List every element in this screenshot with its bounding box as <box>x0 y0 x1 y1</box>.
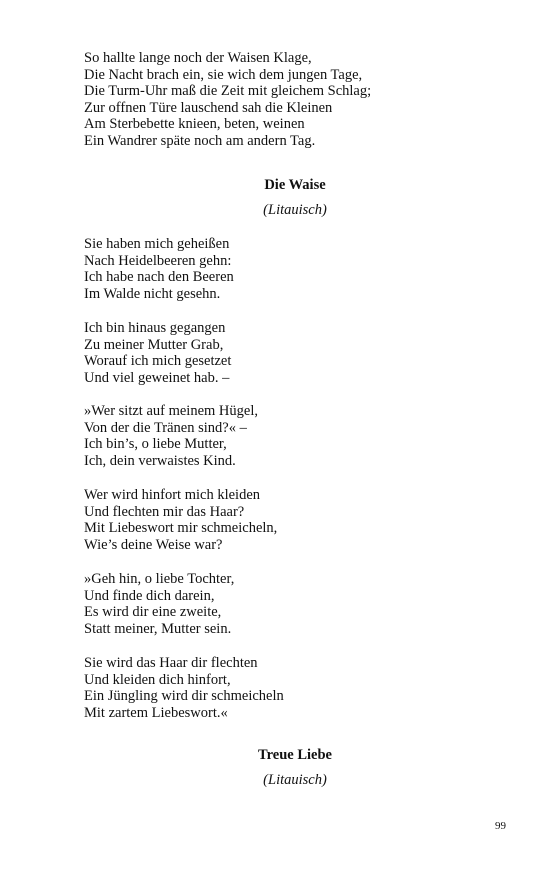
poem-line: Sie wird das Haar dir flechten <box>84 655 258 671</box>
stanza <box>84 320 231 386</box>
stanza <box>84 571 234 637</box>
poem-line: Ich habe nach den Beeren <box>84 269 234 286</box>
poem-line: Ich, dein verwaistes Kind. <box>84 452 236 469</box>
poem-line: Statt meiner, Mutter sein. <box>84 620 232 637</box>
poem-line: Wer wird hinfort mich kleiden <box>84 487 261 503</box>
poem-line: Und finde dich darein, <box>84 587 215 604</box>
poem-line: Ich bin’s, o liebe Mutter, <box>84 436 227 453</box>
poem-line: »Geh hin, o liebe Tochter, <box>84 571 235 587</box>
poem-line: Zu meiner Mutter Grab, <box>84 336 224 353</box>
poem-line: Mit Liebeswort mir schmeicheln, <box>84 520 278 537</box>
poem-line: Wie’s deine Weise war? <box>84 536 223 553</box>
stanza <box>84 487 277 553</box>
poem-line: Und kleiden dich hinfort, <box>84 671 231 688</box>
poem-line: Ein Jüngling wird dir schmeicheln <box>84 688 284 705</box>
poem-line: Ein Wandrer späte noch am andern Tag. <box>84 132 316 149</box>
poem-title: Treue Liebe <box>258 747 332 763</box>
poem-line: Am Sterbebette knieen, beten, weinen <box>84 116 305 133</box>
stanza <box>84 236 234 302</box>
poem-line: Und flechten mir das Haar? <box>84 503 245 520</box>
stanza <box>84 655 284 721</box>
poem-line: Im Walde nicht gesehn. <box>84 285 221 302</box>
poem-line: Nach Heidelbeeren gehn: <box>84 252 232 269</box>
page-number: 99 <box>495 820 506 832</box>
poem-line: Mit zartem Liebeswort.« <box>84 704 228 721</box>
poem-title: Die Waise <box>264 177 326 193</box>
poem-line: So hallte lange noch der Waisen Klage, <box>84 50 312 66</box>
poem-subtitle: (Litauisch) <box>263 202 327 218</box>
poem-line: Worauf ich mich gesetzet <box>84 353 232 370</box>
poem-line: Von der die Tränen sind?« – <box>84 419 247 436</box>
poem-subtitle: (Litauisch) <box>263 772 327 788</box>
poem-line: Sie haben mich geheißen <box>84 236 230 252</box>
poem-line: Ich bin hinaus gegangen <box>84 320 226 336</box>
poem-line: Und viel geweinet hab. – <box>84 369 230 386</box>
intro-stanza <box>84 50 371 150</box>
stanza <box>84 403 258 469</box>
poem-line: Die Nacht brach ein, sie wich dem jungen Tage, <box>84 66 363 83</box>
poem-line: Die Turm-Uhr maß die Zeit mit gleichem Schlag; <box>84 83 372 100</box>
poem-line: Zur offnen Türe lauschend sah die Kleinen <box>84 99 333 116</box>
poem-line: »Wer sitzt auf meinem Hügel, <box>84 403 258 419</box>
poem-line: Es wird dir eine zweite, <box>84 604 222 621</box>
